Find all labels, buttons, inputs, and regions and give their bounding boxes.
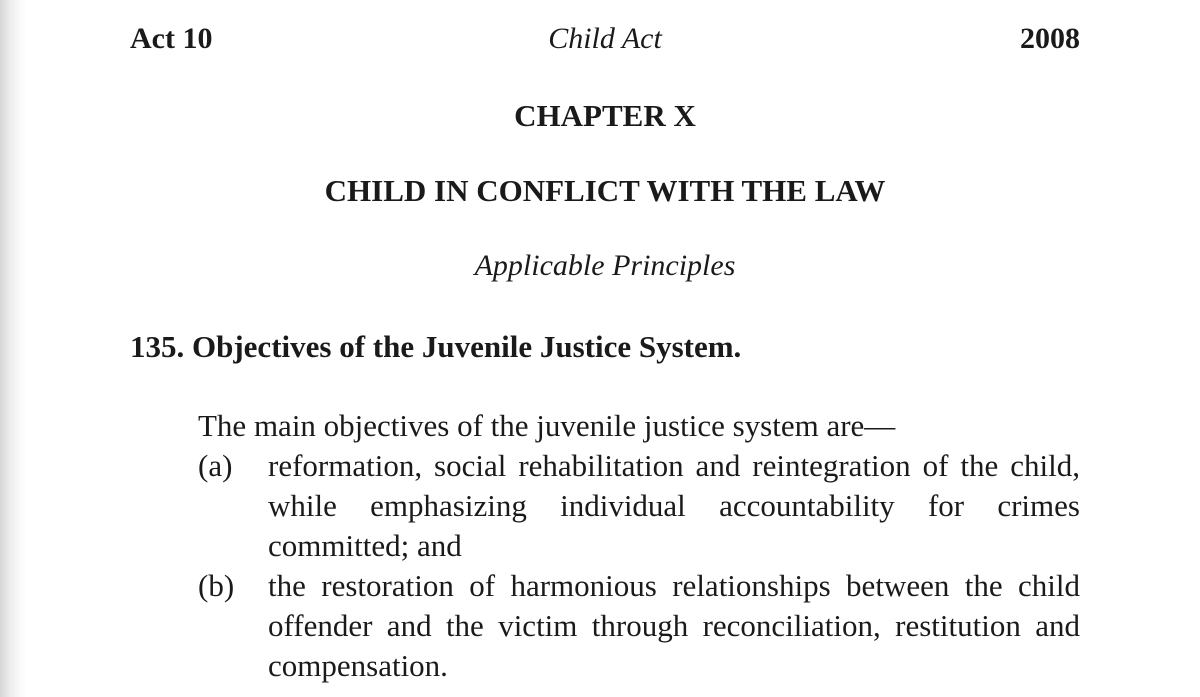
running-header (130, 22, 1080, 62)
chapter-number: CHAPTER X (514, 98, 696, 133)
act-year: 2008 (1020, 22, 1080, 55)
act-number: Act 10 (130, 22, 213, 55)
chapter-title: CHILD IN CONFLICT WITH THE LAW (324, 173, 886, 208)
section-intro: The main objectives of the juvenile justice system are— (198, 408, 896, 443)
clause-b (198, 566, 1080, 686)
clause-label: (a) (198, 448, 233, 483)
clause-a (198, 446, 1080, 566)
section-heading: 135. Objectives of the Juvenile Justice System. (130, 329, 742, 364)
subheading: Applicable Principles (474, 249, 736, 282)
clause-text: reformation, social rehabilitation and reintegration of the child, while emphasizing individual accountability for crimes committed; and (268, 448, 1080, 563)
act-title: Child Act (548, 22, 662, 55)
clause-text: the restoration of harmonious relationships between the child offender and the victim through reconciliation, restitution and compensation. (268, 568, 1080, 683)
clause-label: (b) (198, 568, 235, 603)
section-body (198, 406, 1080, 686)
